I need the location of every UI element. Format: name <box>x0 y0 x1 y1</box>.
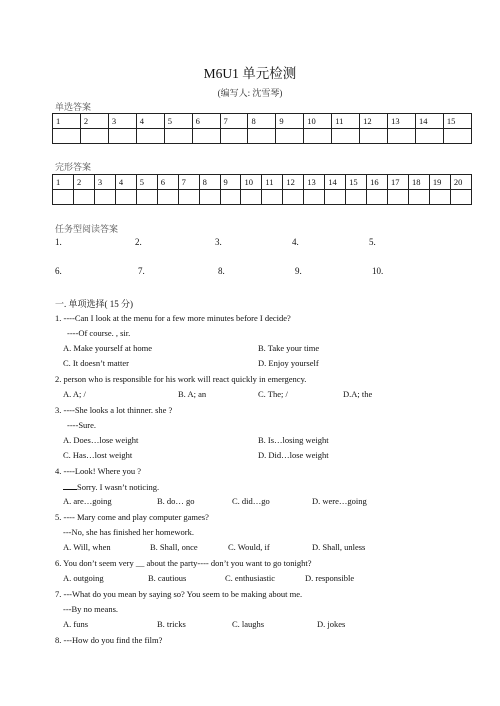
single-choice-number-cell: 6 <box>192 114 220 129</box>
single-choice-answer-cell[interactable] <box>108 129 136 144</box>
cloze-number-cell: 16 <box>367 175 388 190</box>
question-7-option-a: A. funs <box>63 619 89 629</box>
cloze-number-cell: 5 <box>136 175 157 190</box>
cloze-answer-cell[interactable] <box>94 190 115 205</box>
question-4-stem: 4. ----Look! Where you ? <box>55 466 141 476</box>
single-choice-answer-cell[interactable] <box>388 129 416 144</box>
task-reading-item: 6. <box>55 266 62 276</box>
question-7-option-b: B. tricks <box>157 619 186 629</box>
task-reading-label: 任务型阅读答案 <box>55 225 119 235</box>
cloze-answer-cell[interactable] <box>262 190 283 205</box>
task-reading-item: 2. <box>135 237 142 247</box>
task-reading-item: 8. <box>218 266 225 276</box>
single-choice-number-cell: 14 <box>415 114 443 129</box>
question-6-option-b: B. cautious <box>148 573 187 583</box>
table-row <box>53 175 472 190</box>
question-5-option-c: C. Would, if <box>228 542 270 552</box>
task-reading-item: 10. <box>372 266 384 276</box>
cloze-number-cell: 18 <box>408 175 429 190</box>
cloze-answer-cell[interactable] <box>241 190 262 205</box>
page-title: M6U1 单元检测 <box>203 66 297 81</box>
single-choice-answer-cell[interactable] <box>360 129 388 144</box>
cloze-number-cell: 20 <box>450 175 471 190</box>
task-reading-item: 4. <box>292 237 299 247</box>
cloze-number-cell: 9 <box>220 175 241 190</box>
cloze-answer-cell[interactable] <box>53 190 74 205</box>
question-6-option-c: C. enthusiastic <box>225 573 276 583</box>
cloze-number-cell: 12 <box>283 175 304 190</box>
cloze-number-cell: 6 <box>157 175 178 190</box>
table-row <box>53 129 472 144</box>
single-choice-number-cell: 12 <box>360 114 388 129</box>
task-reading-item: 1. <box>55 237 62 247</box>
cloze-answer-cell[interactable] <box>199 190 220 205</box>
task-reading-item: 5. <box>369 237 376 247</box>
cloze-number-cell: 11 <box>262 175 283 190</box>
question-5-option-a: A. Will, when <box>63 542 111 552</box>
cloze-answer-cell[interactable] <box>115 190 136 205</box>
cloze-number-cell: 2 <box>73 175 94 190</box>
question-2-option-c: C. The; / <box>258 389 288 399</box>
cloze-number-cell: 17 <box>388 175 409 190</box>
question-2-option-d: D.A; the <box>343 389 373 399</box>
cloze-number-cell: 3 <box>94 175 115 190</box>
task-reading-item: 3. <box>215 237 222 247</box>
question-1-option-d: D. Enjoy yourself <box>258 358 319 368</box>
question-6-option-d: D. responsible <box>305 573 355 583</box>
question-6-stem: 6. You don’t seem very __ about the party---- don’t you want to go tonight? <box>55 558 312 568</box>
cloze-number-cell: 4 <box>115 175 136 190</box>
single-choice-answer-cell[interactable] <box>53 129 81 144</box>
single-choice-number-cell: 13 <box>388 114 416 129</box>
single-choice-label: 单选答案 <box>55 103 92 113</box>
question-1-option-c: C. It doesn’t matter <box>63 358 129 368</box>
cloze-answer-cell[interactable] <box>304 190 325 205</box>
question-7-option-c: C. laughs <box>232 619 265 629</box>
cloze-number-cell: 10 <box>241 175 262 190</box>
single-choice-number-cell: 11 <box>332 114 360 129</box>
question-3-reply: ----Sure. <box>67 420 97 430</box>
single-choice-number-cell: 15 <box>443 114 471 129</box>
cloze-number-cell: 19 <box>429 175 450 190</box>
cloze-answer-cell[interactable] <box>429 190 450 205</box>
single-choice-number-cell: 9 <box>276 114 304 129</box>
single-choice-number-cell: 7 <box>220 114 248 129</box>
question-4-option-a: A. are…going <box>63 496 112 506</box>
question-7-stem: 7. ---What do you mean by saying so? You seem to be making about me. <box>55 589 303 599</box>
cloze-answer-cell[interactable] <box>220 190 241 205</box>
single-choice-number-cell: 4 <box>136 114 164 129</box>
single-choice-answer-cell[interactable] <box>415 129 443 144</box>
question-7-option-d: D. jokes <box>317 619 346 629</box>
table-row <box>53 190 472 205</box>
question-2-stem: 2. person who is responsible for his work will react quickly in emergency. <box>55 374 307 384</box>
single-choice-answer-cell[interactable] <box>220 129 248 144</box>
question-6-option-a: A. outgoing <box>63 573 104 583</box>
single-choice-answer-cell[interactable] <box>304 129 332 144</box>
task-reading-item: 9. <box>295 266 302 276</box>
question-1-option-a: A. Make yourself at home <box>63 343 152 353</box>
question-5-option-d: D. Shall, unless <box>312 542 366 552</box>
cloze-number-cell: 1 <box>53 175 74 190</box>
question-1-stem: 1. ----Can I look at the menu for a few more minutes before I decide? <box>55 313 291 323</box>
single-choice-number-cell: 3 <box>108 114 136 129</box>
question-8-stem: 8. ---How do you find the film? <box>55 635 163 645</box>
single-choice-answer-cell[interactable] <box>164 129 192 144</box>
question-5-reply: ---No, she has finished her homework. <box>63 527 195 537</box>
cloze-answer-cell[interactable] <box>367 190 388 205</box>
question-1-reply: ----Of course. , sir. <box>67 328 131 338</box>
single-choice-answer-cell[interactable] <box>248 129 276 144</box>
single-choice-answer-cell[interactable] <box>443 129 471 144</box>
cloze-answer-cell[interactable] <box>178 190 199 205</box>
cloze-answer-cell[interactable] <box>136 190 157 205</box>
single-choice-number-cell: 10 <box>304 114 332 129</box>
cloze-number-cell: 13 <box>304 175 325 190</box>
single-choice-answer-cell[interactable] <box>192 129 220 144</box>
cloze-label: 完形答案 <box>55 163 92 173</box>
cloze-answer-cell[interactable] <box>325 190 346 205</box>
cloze-answer-cell[interactable] <box>388 190 409 205</box>
table-row <box>53 114 472 129</box>
question-3-option-a: A. Does…lose weight <box>63 435 139 445</box>
cloze-answer-cell[interactable] <box>450 190 471 205</box>
cloze-answer-table <box>52 174 472 205</box>
question-4-option-d: D. were…going <box>312 496 367 506</box>
question-4-reply <box>63 481 159 492</box>
question-3-option-d: D. Did…lose weight <box>258 450 329 460</box>
single-choice-number-cell: 5 <box>164 114 192 129</box>
cloze-number-cell: 14 <box>325 175 346 190</box>
single-choice-answer-table <box>52 113 472 144</box>
cloze-number-cell: 7 <box>178 175 199 190</box>
cloze-answer-cell[interactable] <box>157 190 178 205</box>
single-choice-answer-cell[interactable] <box>136 129 164 144</box>
cloze-answer-cell[interactable] <box>283 190 304 205</box>
single-choice-number-cell: 8 <box>248 114 276 129</box>
answer-blank <box>63 481 77 490</box>
question-4-option-b: B. do… go <box>157 496 195 506</box>
single-choice-number-cell: 2 <box>80 114 108 129</box>
task-reading-item: 7. <box>138 266 145 276</box>
question-3-option-c: C. Has…lost weight <box>63 450 133 460</box>
question-5-option-b: B. Shall, once <box>150 542 198 552</box>
cloze-number-cell: 15 <box>346 175 367 190</box>
question-7-reply: ---By no means. <box>63 604 119 614</box>
cloze-answer-cell[interactable] <box>73 190 94 205</box>
editor-line: (编写人: 沈雪琴) <box>217 88 283 98</box>
cloze-answer-cell[interactable] <box>408 190 429 205</box>
question-2-option-a: A. A; / <box>63 389 86 399</box>
question-4-option-c: C. did…go <box>232 496 270 506</box>
question-3-stem: 3. ----She looks a lot thinner. she ? <box>55 405 173 415</box>
question-3-option-b: B. Is…losing weight <box>258 435 329 445</box>
single-choice-answer-cell[interactable] <box>332 129 360 144</box>
question-4-reply-text: Sorry. I wasn’t noticing. <box>77 482 160 492</box>
cloze-number-cell: 8 <box>199 175 220 190</box>
question-1-option-b: B. Take your time <box>258 343 320 353</box>
question-5-stem: 5. ---- Mary come and play computer games? <box>55 512 209 522</box>
question-2-option-b: B. A; an <box>178 389 207 399</box>
single-choice-answer-cell[interactable] <box>276 129 304 144</box>
single-choice-answer-cell[interactable] <box>80 129 108 144</box>
section-heading: 一. 单项选择( 15 分) <box>55 299 133 309</box>
cloze-answer-cell[interactable] <box>346 190 367 205</box>
single-choice-number-cell: 1 <box>53 114 81 129</box>
